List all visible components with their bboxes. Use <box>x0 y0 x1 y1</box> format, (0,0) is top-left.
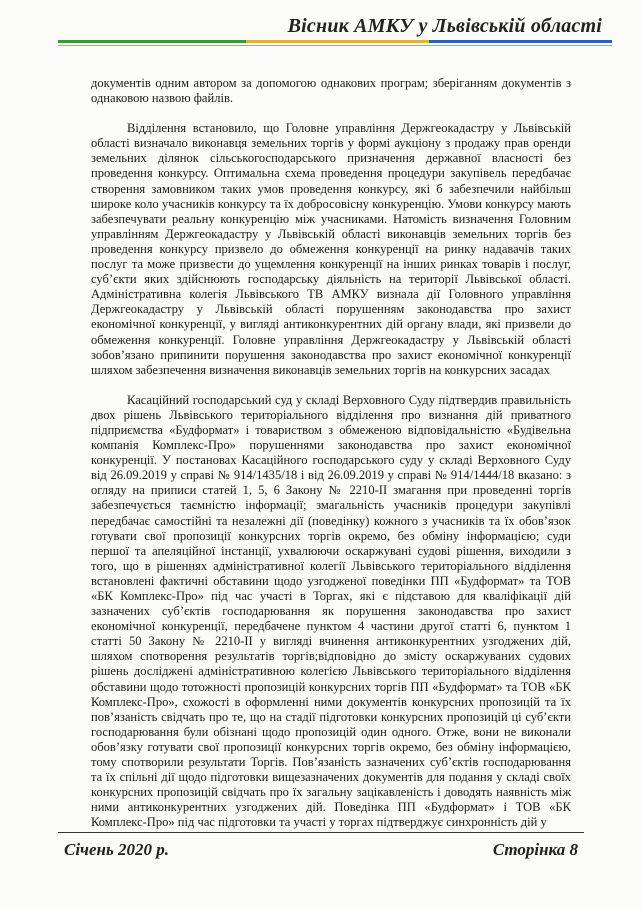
header-rule-green <box>58 40 246 43</box>
page-header <box>58 6 612 46</box>
header-title: Вісник АМКУ у Львівській області <box>287 15 602 37</box>
body-paragraph-3: Касаційний господарський суд у складі Верховного Суду підтвердив правильність двох рішень Львівського територіального відділення про визнання дій приватного підприємства «Будформат» і товариством з обмеженою відповідальністю «Будівельна компанія Комплекс-Про» порушеннями законодавства про захист економічної конкуренції. У постановах Касаційного господарського суду у складі Верховного Суду від 26.09.2019 у справі № 914/1435/18 і від 26.09.2019 у справі № 914/1444/18 вказано: з огляду на приписи статей 1, 5, 6 Закону № 2210-ІІ змагання при проведенні торгів забезпечується таємністю інформації; змагальність учасників процедури закупівлі передбачає самостійні та незалежні дії (поведінку) кожного з учасників та їх обов’язок готувати свої пропозиції конкурсних торгів окремо, без обміну інформацією; суди першої та апеляційної інстанції, ухвалюючи оскаржувані судові рішення, виходили з того, що в рішеннях адміністративної колегії Львівського територіального відділення встановлені фактичні обставини щодо узгодженої поведінки ПП «Будформат» та ТОВ «БК Комплекс-Про» під час участі в Торгах, які є підставою для кваліфікації дій зазначених суб’єктів господарювання як порушення законодавства про захист економічної конкуренції, передбачене пунктом 4 частини другої статті 6, пунктом 1 статті 50 Закону № 2210-ІІ у вигляді вчинення антиконкурентних узгоджених дій, шляхом спотворення результатів торгів;відповідно до змісту оскаржуваних судових рішень досліджені адміністративною колегією Львівського територіального відділення обставини щодо тотожності пропозицій конкурсних торгів ПП «Будформат» та ТОВ «БК Комплекс-Про», схожості в оформленні ними документів конкурсних пропозицій та їх пов’язаність свідчать про те, що на стадії підготовки конкурсних пропозицій ці суб’єкти господарювання були обізнані щодо пропозицій один одного. Отже, вони не виконали обов’язку готувати свої пропозиції конкурсних торгів окремо, без обміну інформацією, тому спотворили результати Торгів. Пов’язаність зазначених суб’єктів господарювання та їх спільні дії щодо підготовки вищезазначених документів для подання у складі своїх конкурсних пропозицій свідчать про їх загальну зацікавленість і доводять наявність між ними антиконкурентних узгоджених дій. Поведінка ПП «Будформат» і ТОВ «БК Комплекс-Про» під час підготовки та участі у торгах підтверджує синхронність дій у <box>91 392 571 830</box>
body-paragraph-2: Відділення встановило, що Головне управління Держгеокадастру у Львівській області визначало виконавця земельних торгів у формі аукціону з продажу прав оренди земельних ділянок сільськогосподарського призначення державної власності без проведення конкурсу. Оптимальна схема проведення процедури закупівель передбачає створення замовником таких умов проведення конкурсу, які б забезпечили найбільш широке коло учасників конкурсу та їх добросовісну конкуренцію. Умови конкурсу мають забезпечувати реальну конкуренцію між учасниками. Натомість визначення Головним управлінням Держгеокадастру у Львівській області виконавців земельних торгів без проведення конкурсу призвело до обмеження конкуренції на ринку надавачів таких послуг та може призвести до ущемлення конкуренції на інших ринках товарів і послуг, суб’єкти яких здійснюють господарську діяльність на території Львівської області. Адміністративна колегія Львівського ТВ АМКУ визнала дії Головного управління Держгеокадастру у Львівській області порушенням законодавства про захист економічної конкуренції, у вигляді антиконкурентних дій органу влади, які призвели до обмеження конкуренції. Головне управління Держгеокадастру у Львівській області зобов’язано припинити порушення законодавства про захист економічної конкуренції шляхом забезпечення визначення виконавців земельних торгів на конкурсних засадах <box>91 121 571 377</box>
header-divider <box>58 45 612 46</box>
header-rule-yellow <box>246 40 429 43</box>
footer-date: Січень 2020 р. <box>64 840 169 859</box>
footer-page-number: Сторінка 8 <box>492 840 578 859</box>
header-rule-blue <box>429 40 612 43</box>
page-body <box>91 76 571 831</box>
footer-divider <box>58 832 584 833</box>
header-color-rule <box>58 40 612 43</box>
body-paragraph-1: документів одним автором за допомогою однакових програм; зберіганням документів з однаковою назвою файлів. <box>91 76 571 106</box>
